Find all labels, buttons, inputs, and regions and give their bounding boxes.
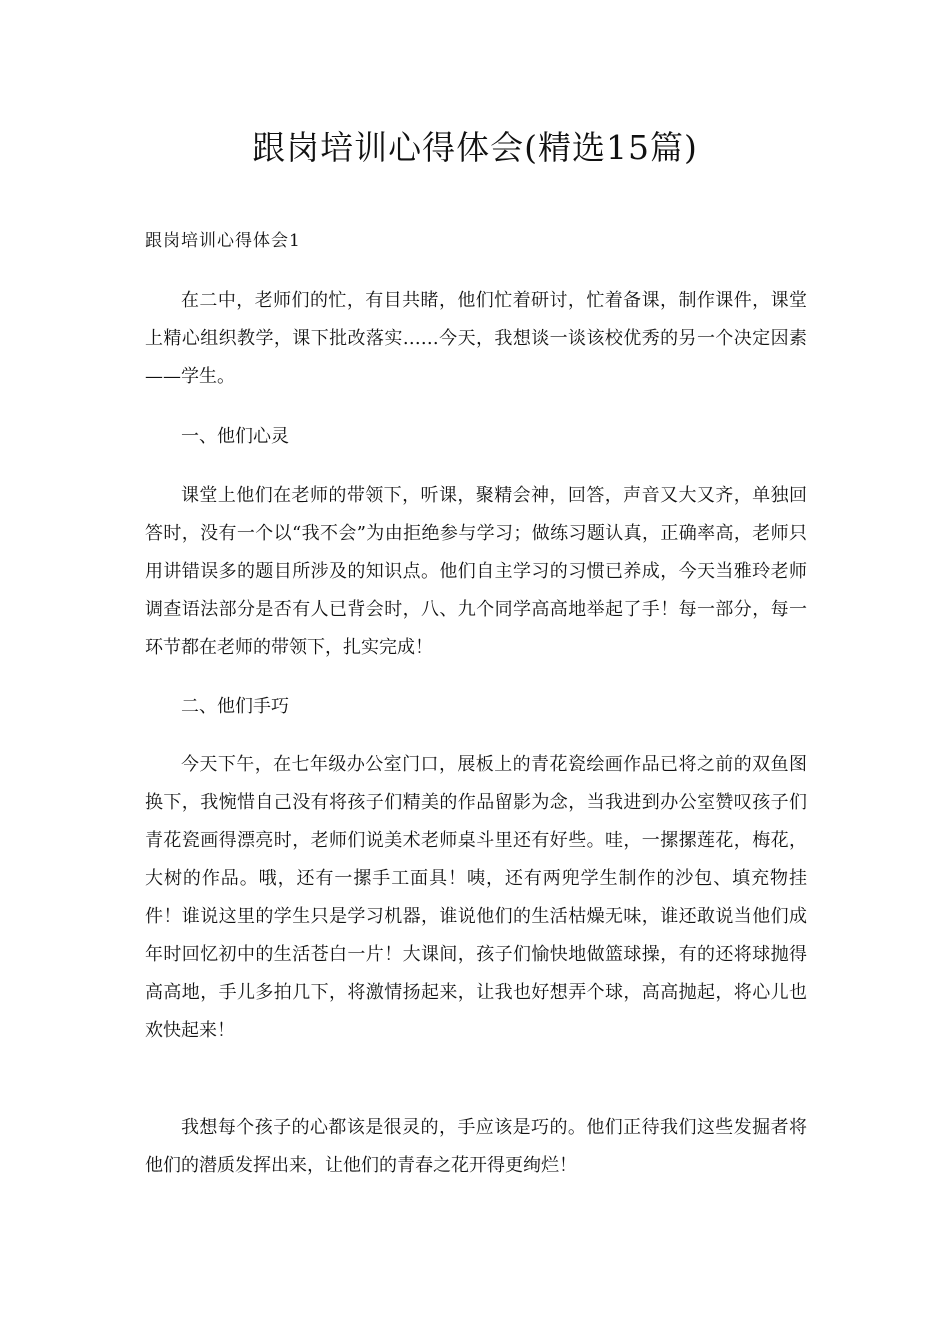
heading-heart: 一、他们心灵 — [181, 426, 289, 447]
document-title: 跟岗培训心得体会(精选15篇) — [252, 128, 698, 167]
section-label: 跟岗培训心得体会1 — [145, 231, 301, 251]
paragraph-conclusion: 我想每个孩子的心都该是很灵的，手应该是巧的。他们正待我们这些发掘者将他们的潜质发挥出来，让他们的青春之花开得更绚烂！ — [145, 1117, 807, 1176]
paragraph-intro: 在二中，老师们的忙，有目共睹，他们忙着研讨，忙着备课，制作课件，课堂上精心组织教学，课下批改落实……今天，我想谈一谈该校优秀的另一个决定因素——学生。 — [145, 290, 807, 387]
heading-skillful: 二、他们手巧 — [181, 696, 289, 717]
paragraph-classroom: 课堂上他们在老师的带领下，听课，聚精会神，回答，声音又大又齐，单独回答时，没有一个以“我不会”为由拒绝参与学习；做练习题认真，正确率高，老师只用讲错误多的题目所涉及的知识点。他们自主学习的习惯已养成，今天当雅玲老师调查语法部分是否有人已背会时，八、九个同学高高地举起了手！每一部分，每一环节都在老师的带领下，扎实完成！ — [145, 485, 807, 658]
paragraph-artwork: 今天下午，在七年级办公室门口，展板上的青花瓷绘画作品已将之前的双鱼图换下，我惋惜自己没有将孩子们精美的作品留影为念，当我进到办公室赞叹孩子们青花瓷画得漂亮时，老师们说美术老师桌斗里还有好些。哇，一摞摞莲花，梅花，大树的作品。哦，还有一摞手工面具！咦，还有两兜学生制作的沙包、填充物挂件！谁说这里的学生只是学习机器，谁说他们的生活枯燥无味，谁还敢说当他们成年时回忆初中的生活苍白一片！大课间，孩子们愉快地做篮球操，有的还将球抛得高高地，手儿多拍几下，将激情扬起来，让我也好想弄个球，高高抛起，将心儿也欢快起来！ — [145, 754, 807, 1041]
